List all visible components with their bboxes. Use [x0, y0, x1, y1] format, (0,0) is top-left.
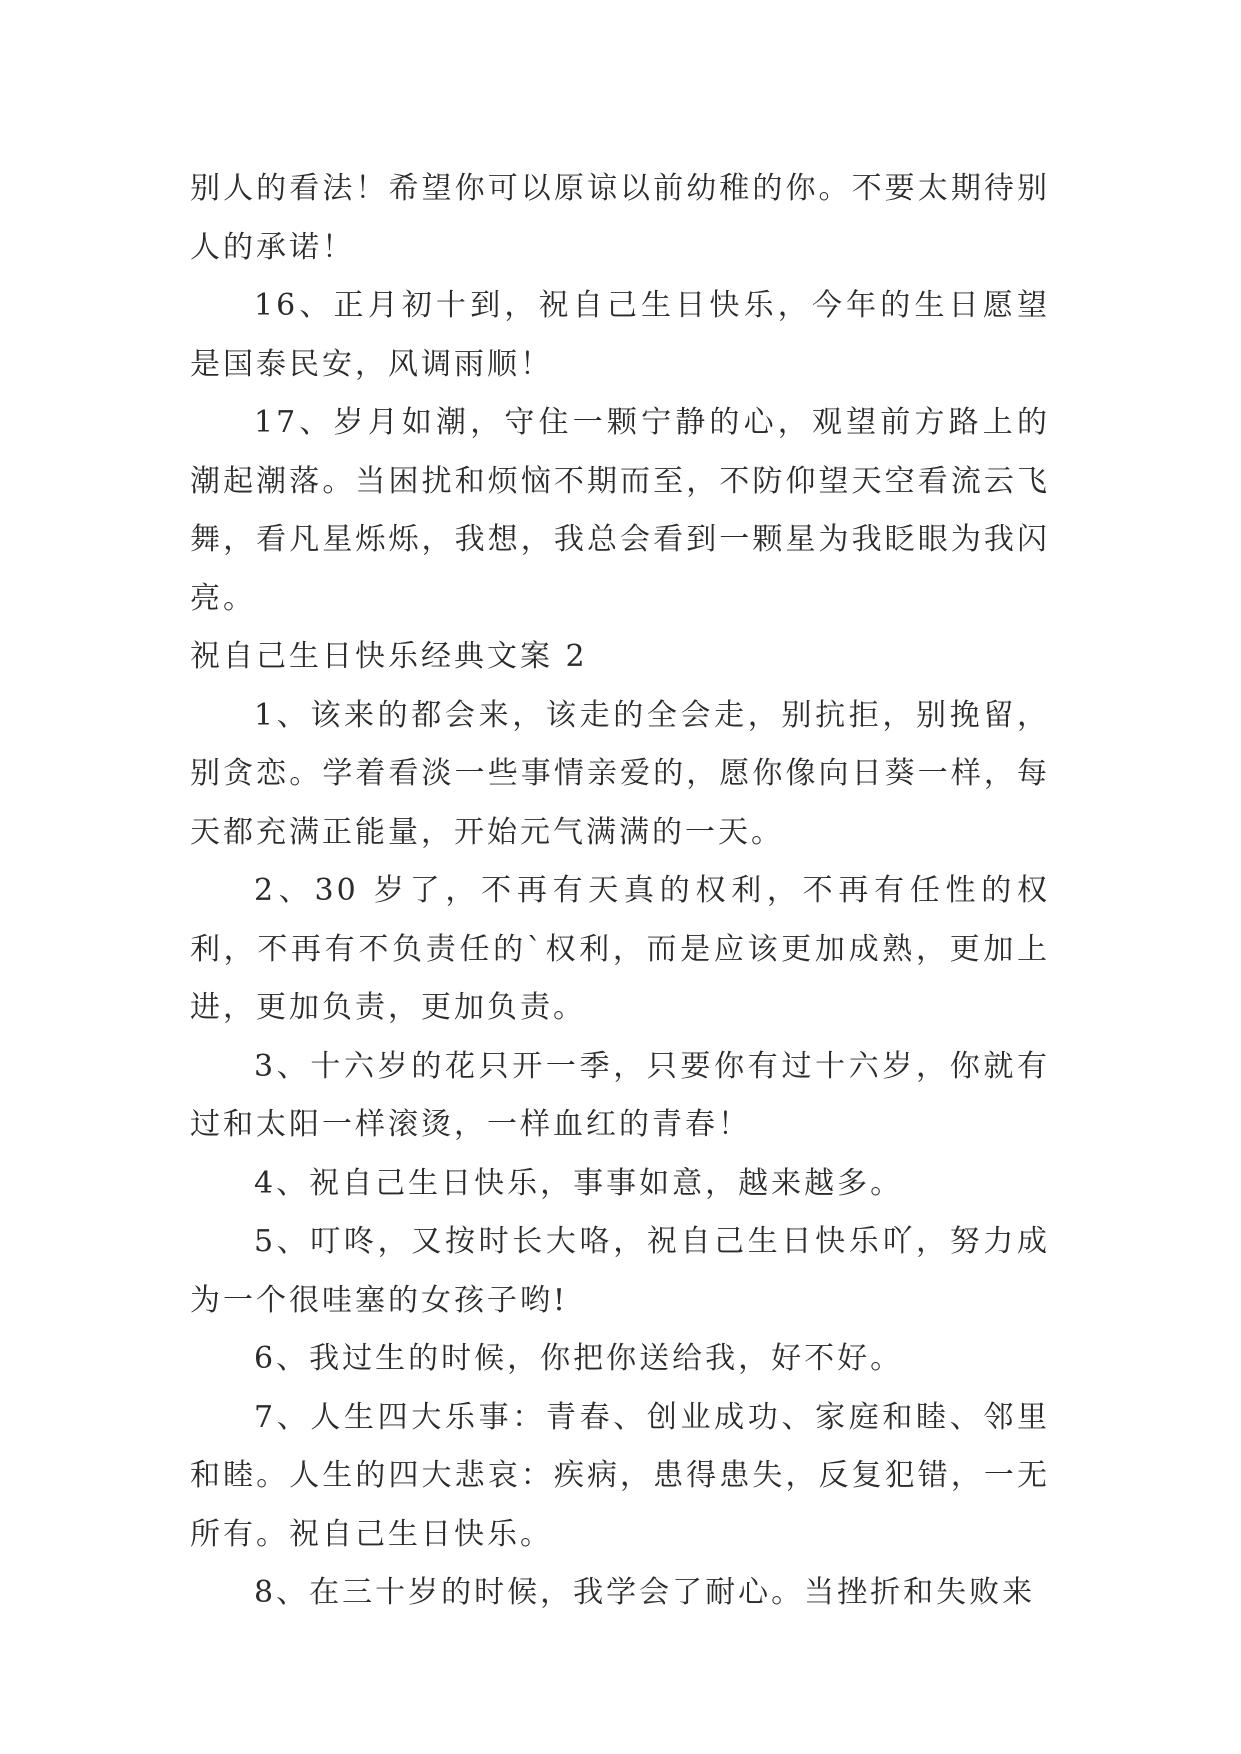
paragraph-item-1: 1、该来的都会来，该走的全会走，别抗拒，别挽留，别贪恋。学着看淡一些事情亲爱的，愿你像向日葵一样，每天都充满正能量，开始元气满满的一天。: [190, 697, 1050, 850]
paragraph-item-6: 6、我过生的时候，你把你送给我，好不好。: [254, 1341, 904, 1376]
paragraph-item-4: 4、祝自己生日快乐，事事如意，越来越多。: [254, 1165, 904, 1201]
paragraph-item-8: 8、在三十岁的时候，我学会了耐心。当挫折和失败来: [254, 1575, 1036, 1610]
paragraph-item-17: 17、岁月如潮，守住一颗宁静的心，观望前方路上的潮起潮落。当困扰和烦恼不期而至，不防仰望天空看流云飞舞，看凡星烁烁，我想，我总会看到一颗星为我眨眼为我闪亮。: [190, 405, 1050, 616]
paragraph-item-16: 16、正月初十到，祝自己生日快乐，今年的生日愿望是国泰民安，风调雨顺！: [190, 288, 1050, 382]
paragraph-item-2: 2、30 岁了，不再有天真的权利，不再有任性的权利，不再有不负责任的`权利，而是应该更加成熟，更加上进，更加负责，更加负责。: [190, 873, 1050, 1025]
paragraph-continuation: 别人的看法！希望你可以原谅以前幼稚的你。不要太期待别人的承诺！: [190, 171, 1050, 265]
paragraph-item-7: 7、人生四大乐事：青春、创业成功、家庭和睦、邻里和睦。人生的四大悲哀：疾病，患得患失，反复犯错，一无所有。祝自己生日快乐。: [190, 1399, 1050, 1552]
document-body: [190, 160, 1050, 1623]
paragraph-item-5: 5、叮咚，又按时长大咯，祝自己生日快乐吖，努力成为一个很哇塞的女孩子哟!: [190, 1224, 1050, 1318]
paragraph-item-3: 3、十六岁的花只开一季，只要你有过十六岁，你就有过和太阳一样滚烫，一样血红的青春！: [190, 1048, 1050, 1142]
section-heading: 祝自己生日快乐经典文案 2: [190, 639, 588, 674]
